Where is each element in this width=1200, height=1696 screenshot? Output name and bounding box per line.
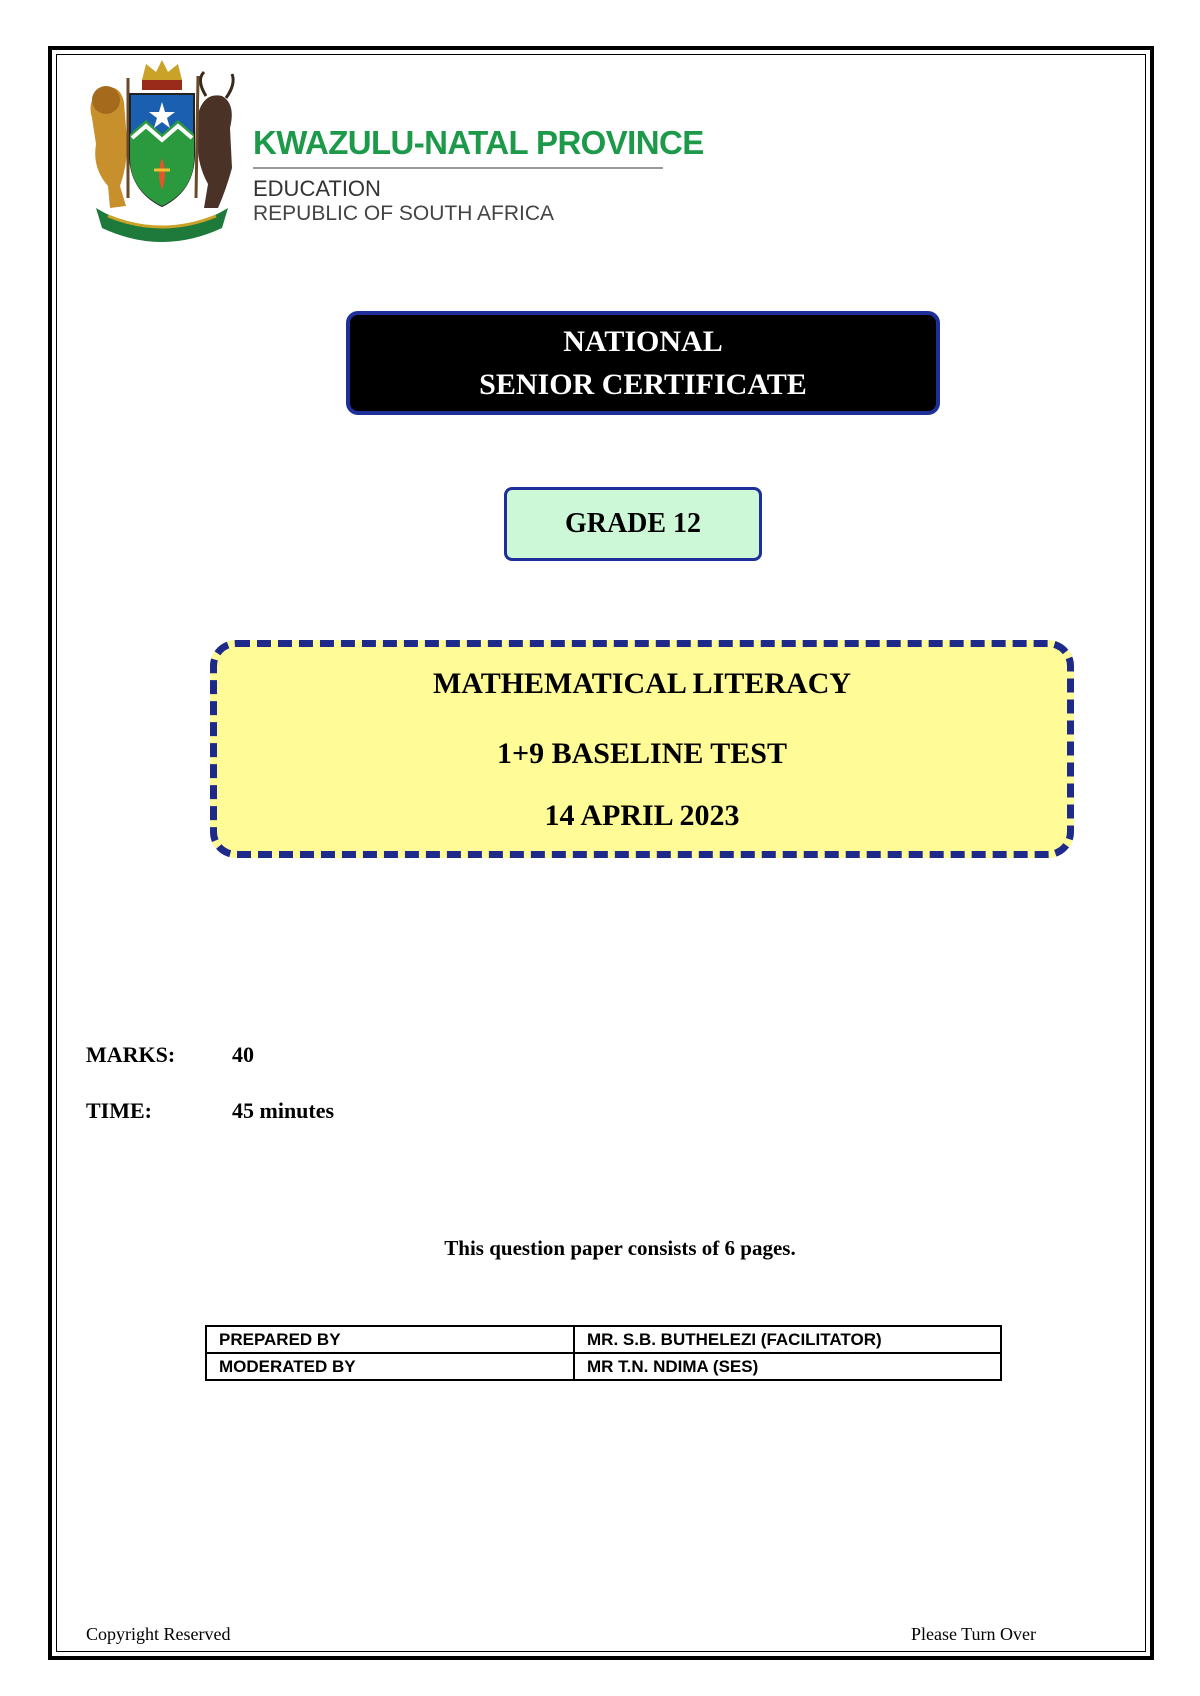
marks-value: 40 bbox=[232, 1042, 254, 1067]
footer-copyright: Copyright Reserved bbox=[86, 1624, 231, 1644]
marks-label: MARKS: bbox=[86, 1042, 176, 1067]
coat-of-arms-logo bbox=[86, 58, 238, 244]
country-name: REPUBLIC OF SOUTH AFRICA bbox=[253, 202, 555, 225]
staff-role: PREPARED BY bbox=[206, 1326, 574, 1353]
department-name: EDUCATION bbox=[253, 176, 381, 201]
time-value: 45 minutes bbox=[232, 1098, 335, 1123]
pages-note: This question paper consists of 6 pages. bbox=[444, 1236, 796, 1260]
header-divider bbox=[253, 167, 663, 169]
staff-person: MR. S.B. BUTHELEZI (FACILITATOR) bbox=[574, 1326, 1001, 1353]
table-row bbox=[206, 1326, 1001, 1353]
staff-role: MODERATED BY bbox=[206, 1353, 574, 1380]
certificate-line-2: SENIOR CERTIFICATE bbox=[479, 368, 807, 401]
time-label: TIME: bbox=[86, 1098, 152, 1123]
certificate-banner bbox=[346, 311, 940, 415]
certificate-line-1: NATIONAL bbox=[563, 325, 723, 358]
test-date: 14 APRIL 2023 bbox=[544, 799, 740, 832]
subject-name: MATHEMATICAL LITERACY bbox=[432, 667, 852, 700]
table-row bbox=[206, 1353, 1001, 1380]
test-name: 1+9 BASELINE TEST bbox=[497, 737, 787, 770]
staff-table bbox=[205, 1325, 1002, 1381]
subject-panel bbox=[210, 640, 1074, 858]
staff-person: MR T.N. NDIMA (SES) bbox=[574, 1353, 1001, 1380]
grade-badge: GRADE 12 bbox=[504, 487, 762, 561]
province-title: KWAZULU-NATAL PROVINCE bbox=[253, 124, 704, 161]
footer-turn-over: Please Turn Over bbox=[911, 1624, 1036, 1644]
